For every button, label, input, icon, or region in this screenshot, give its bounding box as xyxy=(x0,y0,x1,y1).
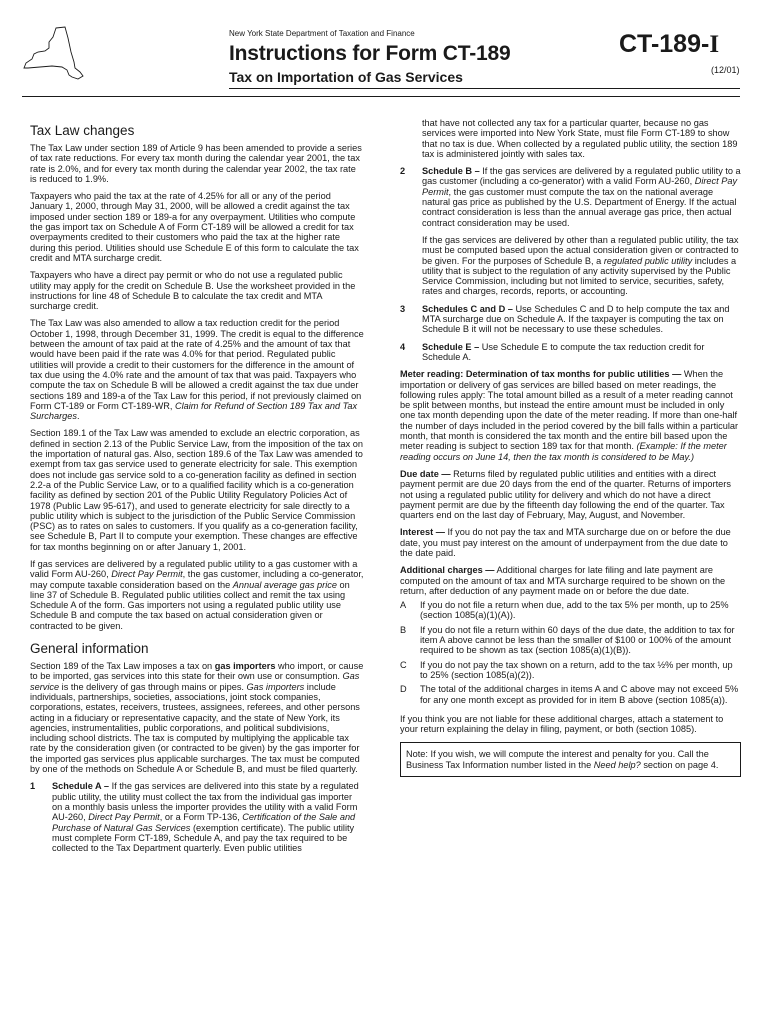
list-item: D The total of the additional charges in items A and C above may not exceed 5% for any one month except as provided for in item B above (section 1085(a)). xyxy=(400,684,739,705)
form-code xyxy=(619,30,719,59)
list-item-continued: that have not collected any tax for a particular quarter, because no gas services were imported into New York State, must file Form CT-189 to show that no tax is due. When collected by a regulated public utility, the section 189 tax is administered jointly with sales tax. xyxy=(422,118,738,159)
form-subtitle: Tax on Importation of Gas Services xyxy=(229,69,463,85)
header-divider xyxy=(22,96,740,97)
form-code-main: CT-189- xyxy=(619,30,710,58)
left-column xyxy=(30,118,364,860)
header-rule xyxy=(229,88,740,89)
not-liable-paragraph: If you think you are not liable for these additional charges, attach a statement to your return explaining the delay in filing, payment, or both (section 1085). xyxy=(400,713,724,735)
list-item: 4 Schedule E – Use Schedule E to compute the tax reduction credit for Schedule A. xyxy=(400,341,705,362)
paragraph: Section 189.1 of the Tax Law was amended to exclude an electric corporation, as defined in section 2.13 of the Public Service Law, from the imposition of the tax on the importation of natural gas. Also, section 189.6 of the Tax Law was amended to exempt from tax gas service used to generate electricity for sale. This exemption does not include gas service sold to a co-generation facility as defined in section 2.2-a of the Public Service Law, or to a qualified facility which is a co-generation facility as defined by section 201 of the Public Utility Regulatory Policies Act of 1978 (Public Law 95-617), and used to generate electricity for sale directly to a public utility which is subject to the jurisdiction of the Public Service Commission (PSC) as to rates on sales to customers. If you qualify as a co-generation facility, see Schedule B, Part II to compute your exemption. These changes are effective for tax months beginning on or after January 1, 2001. xyxy=(30,428,363,552)
paragraph: The Tax Law was also amended to allow a tax reduction credit for the period October 1, 1998, through December 31, 1999. The credit is equal to the difference between the amount of tax paid at the rate of 4.25% and the amount of tax that would have been paid if the rate was 4.0% for that period. Regulated public utilities will provide a credit to their customers for the difference in the amount of tax due using the 4.0% rate and the amount of tax that was paid. Taxpayers who compute the tax on Schedule B will be allowed a credit against the tax due under sections 189 and 189-a of the Tax Law for this period, if not previously claimed on Form CT-189 or Form CT-189-WR, Claim for Refund of Section 189 Tax and Tax Surcharges. xyxy=(30,318,364,422)
interest-paragraph: Interest — If you do not pay the tax and MTA surcharge due on or before the due date, you must pay interest on the amount of underpayment from the due date to the date paid. xyxy=(400,527,731,558)
item-number: 2 xyxy=(400,166,406,177)
list-item: B If you do not file a return within 60 days of the due date, the addition to tax for item A above cannot be less than the smaller of $100 or 100% of the amount required to be shown as tax (section 1085(a)(1)(B)). xyxy=(400,624,735,656)
note-box: Note: If you wish, we will compute the interest and penalty for you. Call the Business Tax Information number listed in the Need help? section on page 4. xyxy=(400,742,741,777)
paragraph: If gas services are delivered by a regulated public utility to a gas customer with a valid Form AU-260, Direct Pay Permit, the gas customer, including a co-generator, may compute taxable consideration based on the Annual average gas price on line 37 of Schedule B. Regulated public utilities collect and remit the tax using Schedule A of the form. Gas importers not using a regulated public utility use Schedule B and compute the tax based on actual consideration given or contracted to be given. xyxy=(30,558,364,631)
additional-charges-paragraph: Additional charges — Additional charges for late filing and late payment are computed on the amount of tax and MTA surcharge required to be shown on the return, after deduction of any payment made on or before the due date. xyxy=(400,565,726,596)
paragraph: The Tax Law under section 189 of Article 9 has been amended to provide a series of tax rate reductions. For every tax month during the calendar year 2001, the tax rate is 2.0%, and for every tax month during the calendar year 2002, the tax rate is reduced to 1.9%. xyxy=(30,143,362,184)
item-label: Schedule B – xyxy=(422,166,480,177)
list-item: A If you do not file a return when due, add to the tax 5% per month, up to 25% (section 1085(a)(1)(A)). xyxy=(400,600,729,621)
meter-reading-paragraph: Meter reading: Determination of tax months for public utilities — When the importation or delivery of gas services are billed based on meter readings, the following rules apply: The total amount billed as a result of a meter reading cannot be split between months, but instead the entire amount must be included in only one tax month depending upon the date of the meter reading. If more than one-half the number of days included in the period covered by the bill falls within a particular month, that month is considered the tax month and the entire bill based upon the meter reading is subject to section 189 tax for that month. (Example: If the meter reading occurs on June 14, then the tax month is considered to be May.) xyxy=(400,369,739,462)
revision-date: (12/01) xyxy=(711,65,740,75)
item-number: 4 xyxy=(400,341,406,352)
paragraph: Taxpayers who have a direct pay permit or who do not use a regulated public utility may apply for the credit on Schedule B. Use the worksheet provided in the instructions for line 48 of Schedule B to calculate the tax credit and MTA surcharge credit. xyxy=(30,270,356,312)
general-information-heading: General information xyxy=(30,641,149,657)
item-label: Schedule A – xyxy=(52,781,110,792)
paragraph: Taxpayers who paid the tax at the rate of 4.25% for all or any of the period January 1, 2000, through May 31, 2000, will be allowed a credit against the tax imposed under section 189 or 189-a for any overpayment. Utilities who compute the gas import tax on Schedule A of Form CT-189 will be allowed a credit for tax overpayments credited to their customers who paid the tax at the higher rate during this period. Utilities should use Schedule E of this form to calculate the tax credit and MTA surcharge credit. xyxy=(30,191,359,263)
list-item: 3 Schedules C and D – Use Schedules C and D to help compute the tax and MTA surcharge due on Schedule A. If the taxpayer is computing the tax on Schedule B it will not be necessary to use these schedules. xyxy=(400,303,730,335)
item-number: 3 xyxy=(400,303,406,314)
list-item: 2 Schedule B – If the gas services are delivered by a regulated public utility to a gas customer (including a co-generator) with a valid Form AU-260, Direct Pay Permit, the gas customer must compute the tax on the national average natural gas price as published by the U.S. Department of Energy. If the actual contract consideration is less than the annual average gas price, then actual contract consideration may be used. If the gas services are delivered by other than a regulated public utility, the tax must be computed based upon the actual consideration given or contracted to be given. For the purposes of Schedule B, a regulated public utility includes a utility that is subject to the regulation of any activity supervised by the Public Service Commission, including but not limited to service, securities, safety, rates and charges, records, reports, or accounting. xyxy=(400,166,741,297)
form-code-suffix: I xyxy=(709,31,720,58)
paragraph: Section 189 of the Tax Law imposes a tax on gas importers who import, or cause to be imported, gas services into this state for their own use or consumption. Gas service is the delivery of gas through mains or pipes. Gas importers include individuals, partnerships, societies, associations, joint stock companies, corporations, estates, receivers, trustees, assignees, referees, and other persons acting in a fiduciary or representative capacity, and the state of New York, its agencies, instrumentalities, public corporations, and political subdivisions, including school districts. The tax is computed by multiplying the applicable tax rate by the consideration given (or contracted to be given) by the gas importer for the imported gas services plus applicable surcharges. The tax must be computed by one of the methods on Schedule A or Schedule B, and must be filed quarterly. xyxy=(30,661,364,775)
tax-law-changes-heading: Tax Law changes xyxy=(30,123,135,138)
agency-name: New York State Department of Taxation and Finance xyxy=(229,29,415,38)
due-date-paragraph: Due date — Returns filed by regulated public utilities and entities with a direct payment permit are due 20 days from the end of the quarter. Returns of importers not using a regulated public utility for delivery and which do not have a direct payment permit are due by the fifteenth day following the end of the quarter. Tax quarters end on the last day of February, May, August, and November. xyxy=(400,468,731,521)
item-label: Schedule E – xyxy=(422,341,480,352)
item-label: Schedules C and D – xyxy=(422,303,513,314)
list-item: 1 Schedule A – If the gas services are delivered into this state by a regulated public utility, the utility must collect the tax from the individual gas importer on a monthly basis unless the importer provides the utility with a valid Form AU-260, Direct Pay Permit, or a Form TP-136, Certification of the Sale and Purchase of Natural Gas Services (exemption certificate). The public utility must complete Form CT-189, Schedule A, and pay the tax required to be collected to the Tax Department quarterly. Even public utilities xyxy=(30,781,359,854)
form-title: Instructions for Form CT-189 xyxy=(229,42,511,65)
right-column xyxy=(400,118,741,777)
item-number: 1 xyxy=(30,781,36,792)
new-york-state-outline-icon xyxy=(22,26,84,84)
list-item: C If you do not pay the tax shown on a return, add to the tax ½% per month, up to 25% (section 1085(a)(2)). xyxy=(400,659,733,680)
charges-list xyxy=(400,600,741,705)
